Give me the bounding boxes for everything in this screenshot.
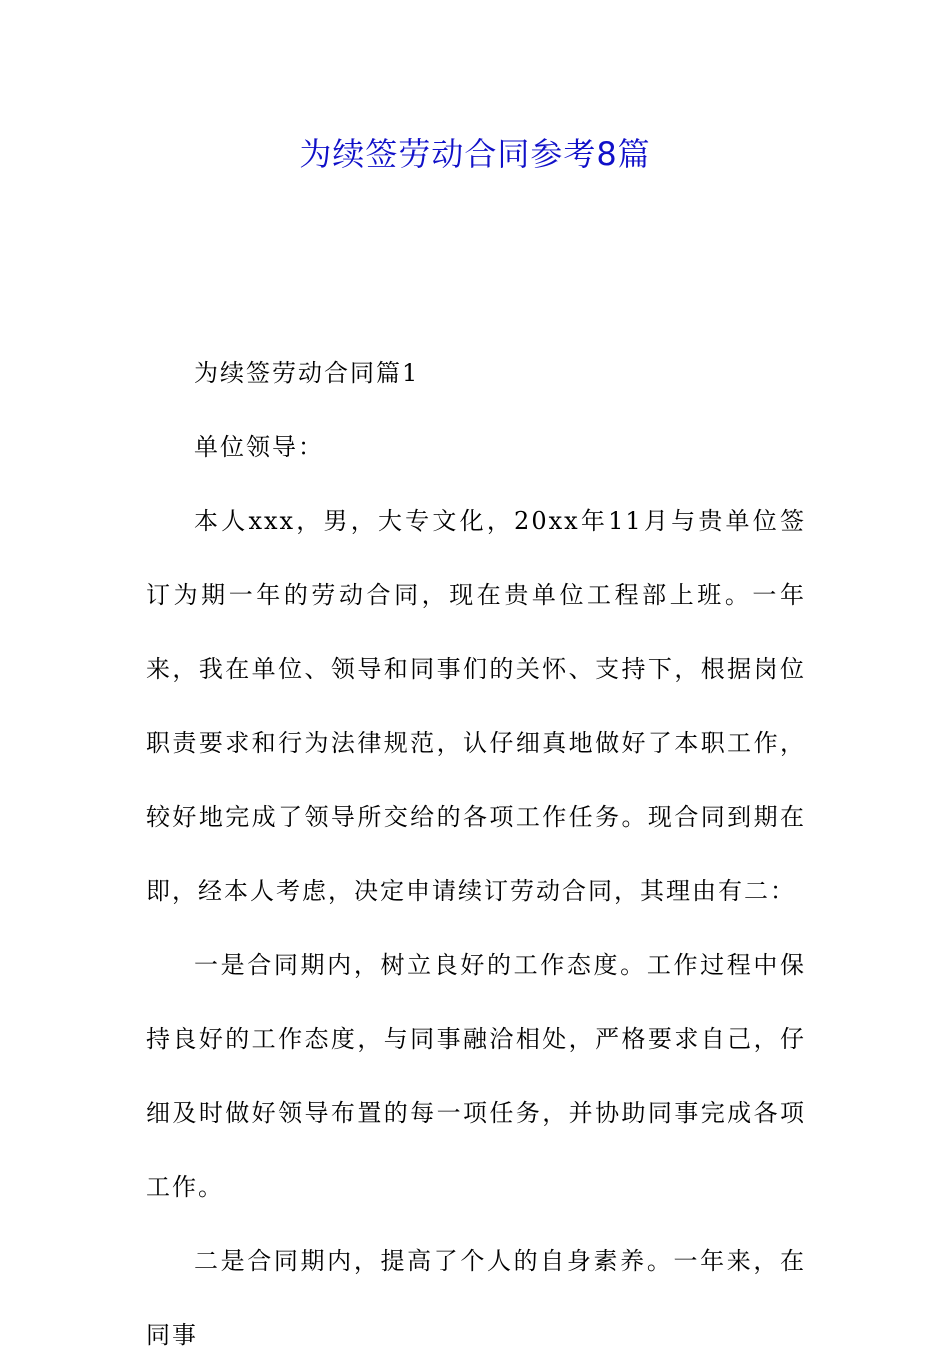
document-title: 为续签劳动合同参考8篇 [299, 135, 651, 173]
document-body [146, 336, 806, 1372]
paragraph-reason-one: 一是合同期内，树立良好的工作态度。工作过程中保持良好的工作态度，与同事融洽相处，严格要求自己，仔细及时做好领导布置的每一项任务，并协助同事完成各项工作。 [146, 951, 806, 1201]
paragraph-reason-two: 二是合同期内，提高了个人的自身素养。一年来，在同事 [146, 1247, 806, 1349]
paragraph-intro: 本人xxx，男，大专文化，20xx年11月与贵单位签订为期一年的劳动合同，现在贵单位工程部上班。一年来，我在单位、领导和同事们的关怀、支持下，根据岗位职责要求和行为法律规范，认仔细真地做好了本职工作，较好地完成了领导所交给的各项工作任务。现合同到期在即，经本人考虑，决定申请续订劳动合同，其理由有二： [146, 507, 806, 905]
section-heading: 为续签劳动合同篇1 [194, 359, 420, 387]
salutation: 单位领导： [194, 433, 324, 461]
